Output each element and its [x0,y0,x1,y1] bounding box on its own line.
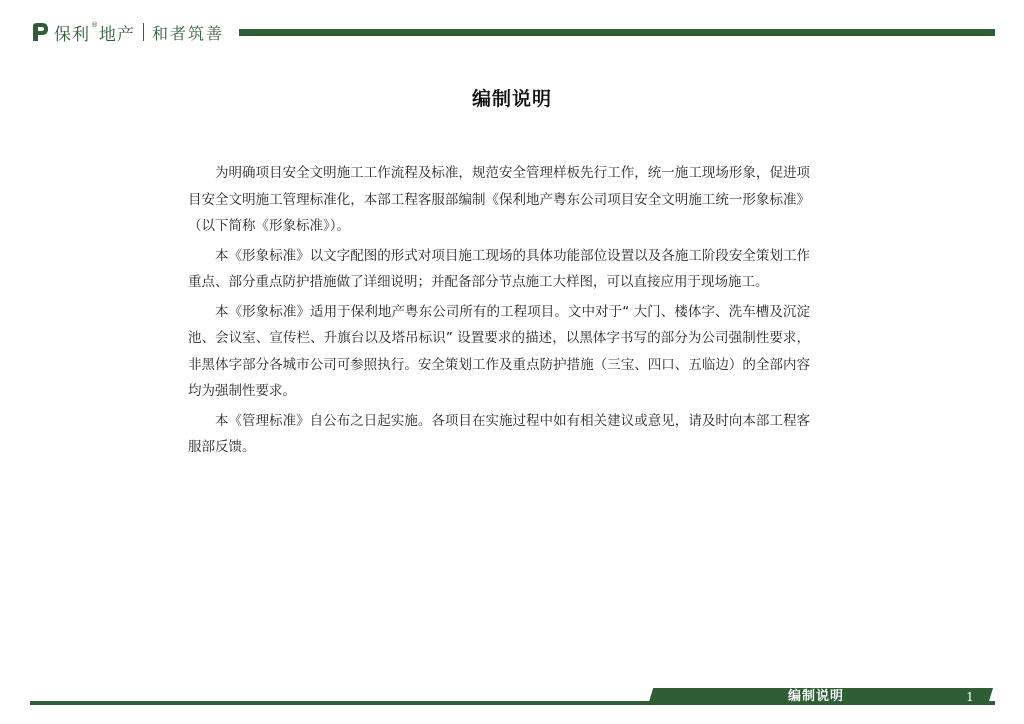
registered-mark: ® [91,21,98,29]
brand-suffix: 地产 [99,24,135,45]
paragraph: 本《形象标准》以文字配图的形式对项目施工现场的具体功能部位设置以及各施工阶段安全策划工作重点、部分重点防护措施做了详细说明；并配备部分节点施工大样图，可以直接应用于现场施工。 [188,247,810,290]
poly-logo-icon [30,22,50,42]
footer-section-label: 编制说明 [787,689,844,704]
brand-slogan: 和者筑善 [152,23,225,43]
brand-name: 保利 [54,24,90,45]
paragraph: 本《管理标准》自公布之日起实施。各项目在实施过程中如有相关建议或意见，请及时向本部工程客服部反馈。 [188,412,810,455]
brand-logo [30,18,224,46]
document-body [188,160,810,464]
page-title: 编制说明 [471,88,552,110]
paragraph: 本《形象标准》适用于保利地产粤东公司所有的工程项目。文中对于“ 大门、楼体字、洗车槽及沉淀池、会议室、宣传栏、升旗台以及塔吊标识” 设置要求的描述，以黑体字书写的部分为公司强制性要求，非黑体字部分各城市公司可参照执行。安全策划工作及重点防护措施（三宝、四口、五临边）的全部内容均为强制性要求。 [188,303,810,399]
page-number: 1 [966,690,974,704]
logo-divider [143,23,144,41]
paragraph: 为明确项目安全文明施工工作流程及标准，规范安全管理样板先行工作，统一施工现场形象，促进项目安全文明施工管理标准化，本部工程客服部编制《保利地产粤东公司项目安全文明施工统一形象标准》（以下简称《形象标准》）。 [188,165,810,234]
header-rule [239,29,995,36]
page-header [30,18,995,46]
